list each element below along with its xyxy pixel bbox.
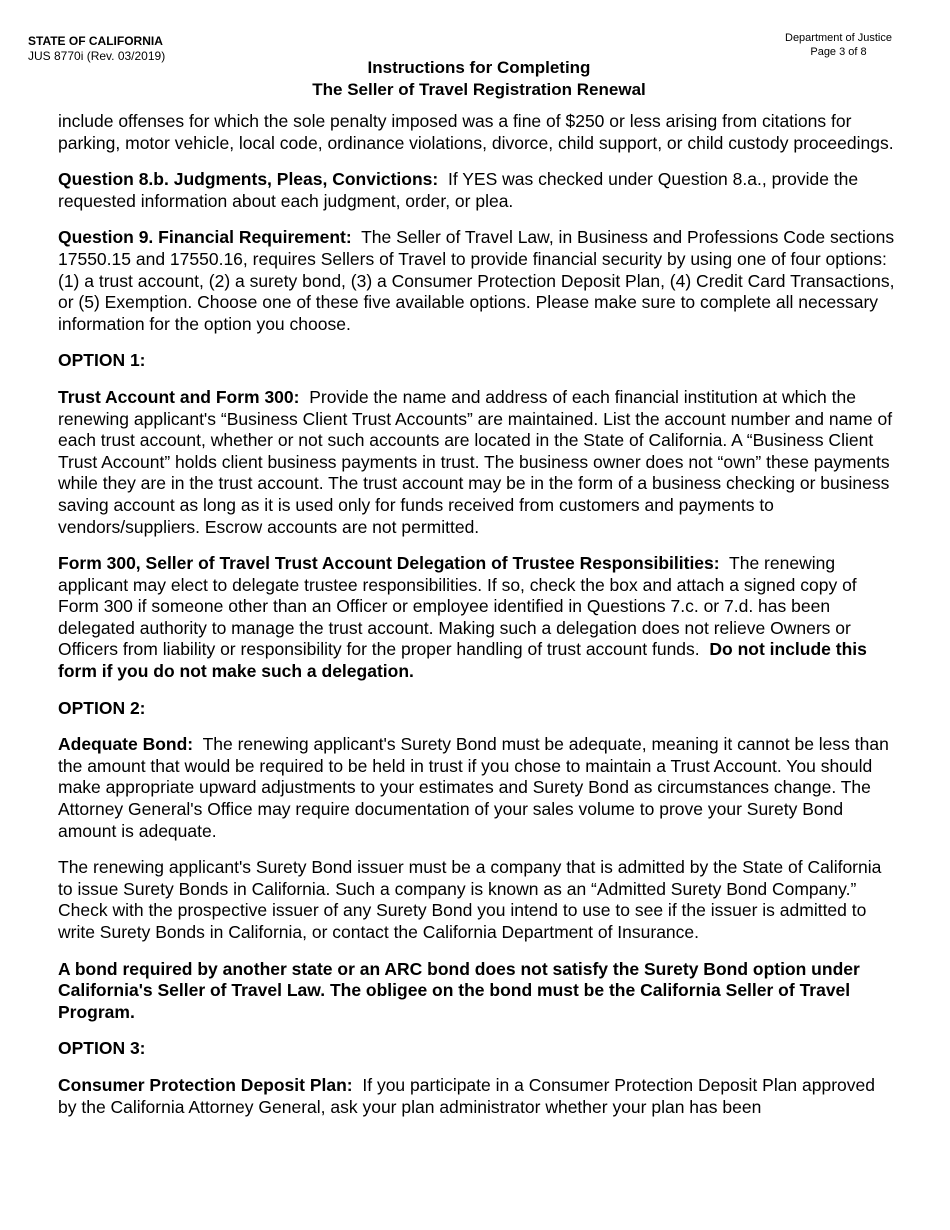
trust-account-text: Provide the name and address of each financial institution at which the renewing applicant's “Business Client Trust Accounts” are maintained. List the account number and name of each trust account, whether or not such accounts are located in the State of California. A “Business Client Trust Account” holds client business payments in trust. The business owner does not “own” these payments while they are in the trust account. The trust account may be in the form of a business checking or business saving account as long as it is used only for funds received from customers and payments to vendors/suppliers. Escrow accounts are not permitted. (58, 386, 893, 537)
question-9-paragraph (58, 227, 898, 335)
question-8b-paragraph (58, 169, 898, 212)
option-3-heading: OPTION 3: (58, 1038, 146, 1059)
title-line-1: Instructions for Completing (367, 58, 591, 77)
department-name: Department of Justice (785, 32, 892, 44)
deposit-plan-paragraph (58, 1075, 898, 1118)
header-right (785, 31, 892, 59)
question-9-label: Question 9. Financial Requirement: (58, 227, 352, 248)
option-1-heading: OPTION 1: (58, 350, 146, 371)
question-9-text: The Seller of Travel Law, in Business and Professions Code sections 17550.15 and 17550.16, requires Sellers of Travel to provide financial security by using one of four options: (1) a trust account, (2) a surety bond, (3) a Consumer Protection Deposit Plan, (4) Credit Card Transactions, or (5) Exemption. Choose one of these five available options. Please make sure to complete all necessary information for the option you choose. (58, 227, 895, 334)
document-body (58, 111, 898, 1133)
deposit-plan-label: Consumer Protection Deposit Plan: (58, 1074, 353, 1095)
question-8b-label: Question 8.b. Judgments, Pleas, Convictions: (58, 169, 439, 190)
bond-issuer-paragraph: The renewing applicant's Surety Bond issuer must be a company that is admitted by the State of California to issue Surety Bonds in California. Such a company is known as an “Admitted Surety Bond Company.” Check with the prospective issuer of any Surety Bond you intend to use to see if the issuer is admitted to write Surety Bonds in California, or contact the California Department of Insurance. (58, 857, 882, 942)
form-id: JUS 8770i (Rev. 03/2019) (28, 49, 166, 63)
page-number: Page 3 of 8 (810, 46, 867, 58)
question-8b-text: If YES was checked under Question 8.a., provide the requested information about each judgment, order, or plea. (58, 169, 859, 211)
arc-bond-notice: A bond required by another state or an ARC bond does not satisfy the Surety Bond option under California's Seller of Travel Law. The obligee on the bond must be the California Seller of Travel Program. (58, 958, 860, 1022)
form-300-bold-note: Do not include this form if you do not make such a delegation. (58, 639, 867, 682)
adequate-bond-label: Adequate Bond: (58, 734, 194, 755)
continuation-paragraph: include offenses for which the sole penalty imposed was a fine of $250 or less arising from citations for parking, motor vehicle, local code, ordinance violations, divorce, child support, or child custody proceedings. (58, 111, 894, 153)
form-300-label: Form 300, Seller of Travel Trust Account Delegation of Trustee Responsibilities: (58, 553, 720, 574)
option-2-heading: OPTION 2: (58, 697, 146, 718)
adequate-bond-text: The renewing applicant's Surety Bond must be adequate, meaning it cannot be less than the amount that would be required to be held in trust if you chose to maintain a Trust Account. You should make appropriate upward adjustments to your estimates and Surety Bond as circumstances change. The Attorney General's Office may require documentation of your sales volume to prove your Surety Bond amount is adequate. (58, 734, 889, 841)
adequate-bond-paragraph (58, 734, 898, 842)
deposit-plan-text: If you participate in a Consumer Protection Deposit Plan approved by the California Attorney General, ask your plan administrator whether your plan has been (58, 1074, 876, 1117)
trust-account-paragraph (58, 387, 898, 538)
state-name: STATE OF CALIFORNIA (28, 34, 163, 48)
trust-account-label: Trust Account and Form 300: (58, 386, 300, 407)
title-line-2: The Seller of Travel Registration Renewal (312, 80, 646, 99)
form-300-paragraph (58, 553, 898, 683)
form-300-text: The renewing applicant may elect to delegate trustee responsibilities. If so, check the box and attach a signed copy of Form 300 if someone other than an Officer or employee identified in Questions 7.c. or 7.d. has been delegated authority to manage the trust account. Making such a delegation does not relieve Owners or Officers from liability or responsibility for the proper handling of trust account funds. (58, 553, 857, 660)
page-title (0, 57, 950, 101)
